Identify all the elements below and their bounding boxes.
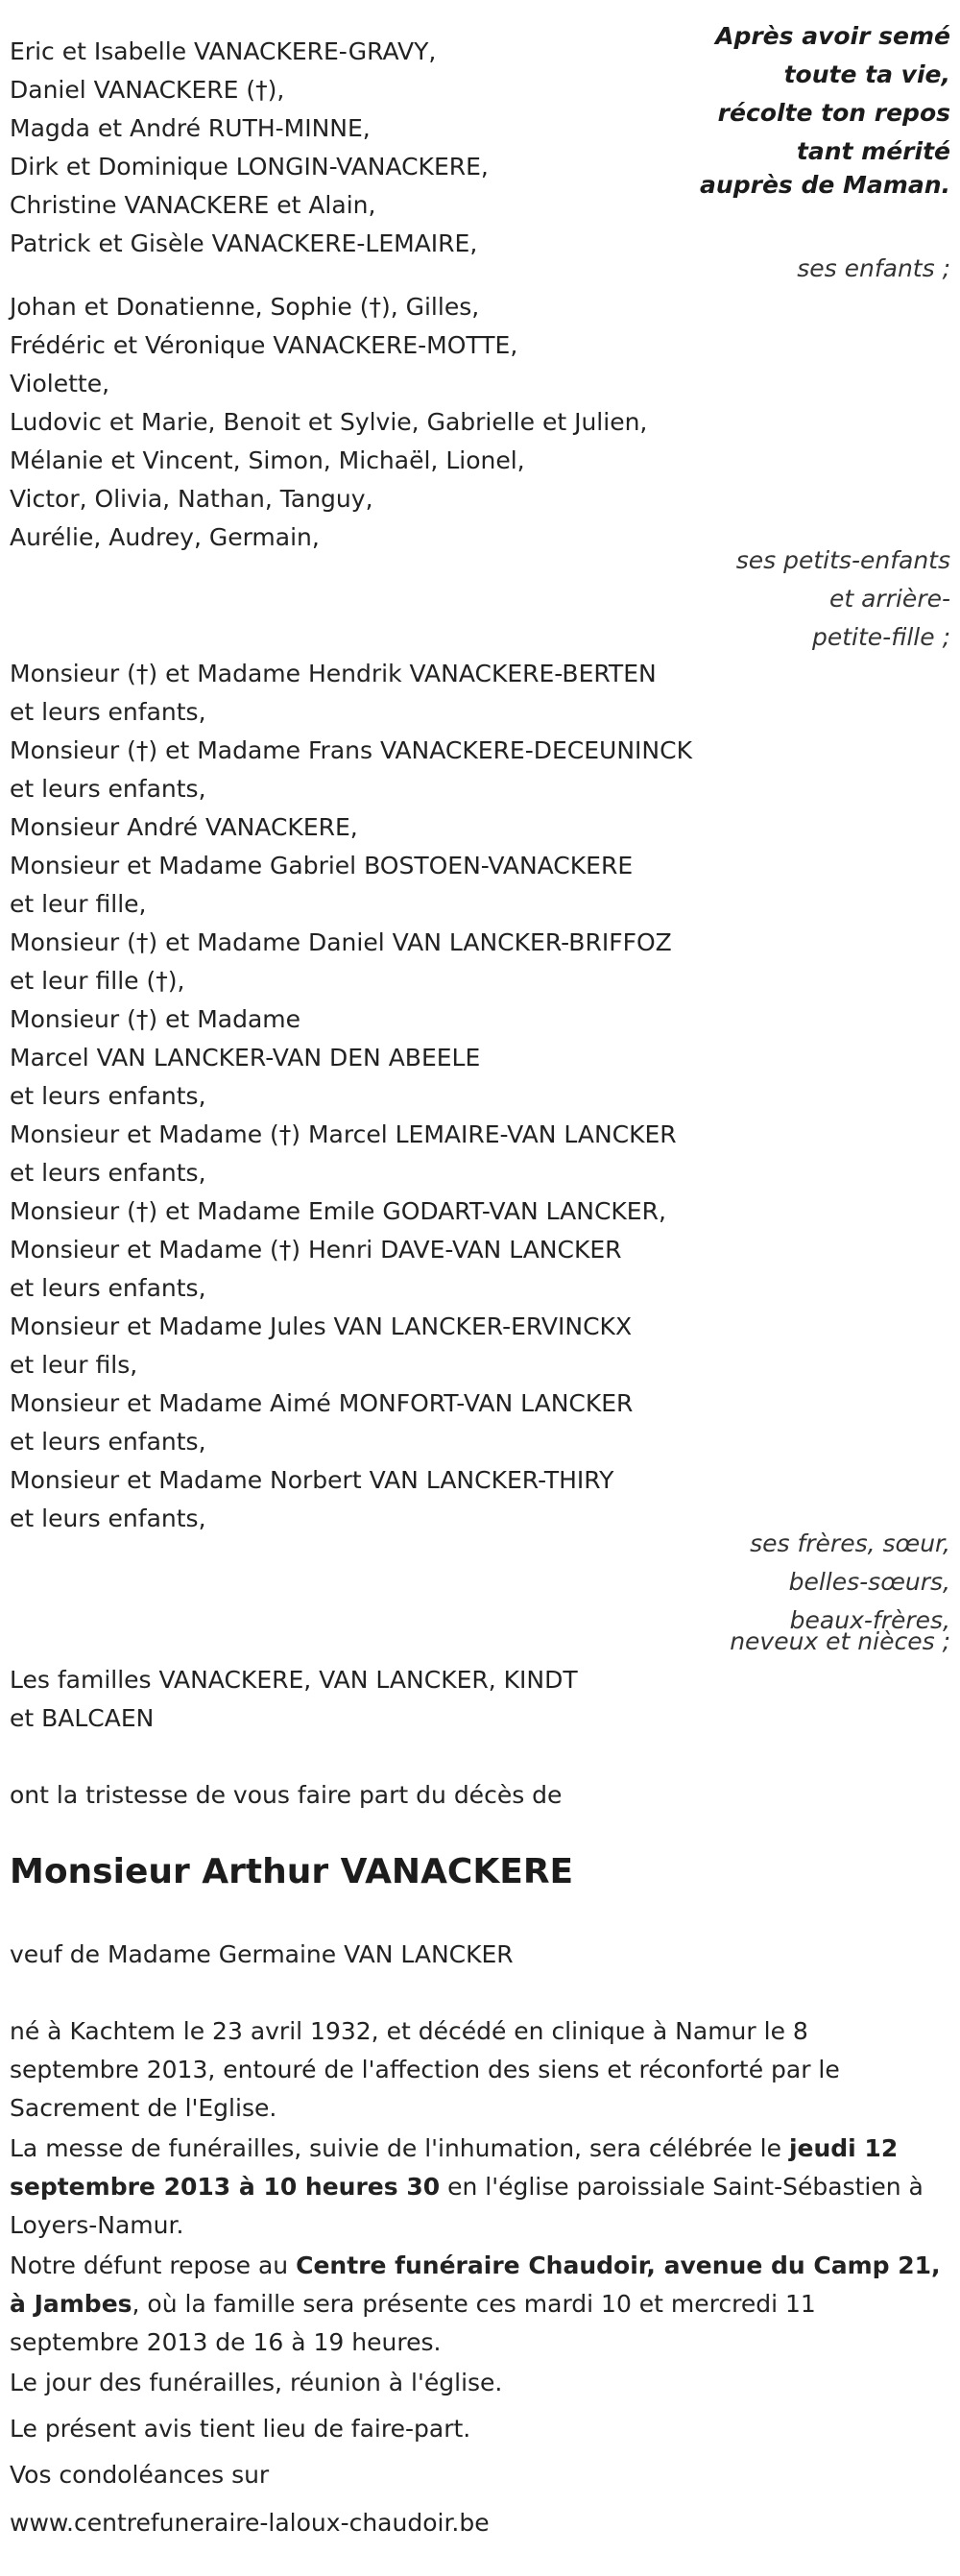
- funeral-text: La messe de funérailles, suivie de l'inhumation, sera célébrée le: [10, 2134, 789, 2162]
- family-line: et leur fils,: [10, 1351, 138, 1379]
- family-line: Monsieur (†) et Madame Frans VANACKERE-DECEUNINCK: [10, 736, 692, 764]
- widower-line: veuf de Madame Germaine VAN LANCKER: [10, 1940, 514, 1968]
- family-line: Dirk et Dominique LONGIN-VANACKERE,: [10, 153, 489, 181]
- announcement-text: ont la tristesse de vous faire part du décès de: [10, 1781, 563, 1809]
- deceased-name: Monsieur Arthur VANACKERE: [10, 1852, 574, 1891]
- paragraph-line: [10, 2285, 950, 2323]
- poem-line: toute ta vie,: [783, 60, 950, 88]
- family-line: Monsieur et Madame Aimé MONFORT-VAN LANCKER: [10, 1389, 634, 1417]
- family-line: Magda et André RUTH-MINNE,: [10, 114, 371, 142]
- family-line: Frédéric et Véronique VANACKERE-MOTTE,: [10, 331, 518, 359]
- meeting-line: Le jour des funérailles, réunion à l'église.: [10, 2369, 503, 2396]
- relation-label-grandchildren: ses petits-enfants: [735, 546, 950, 574]
- relation-label-siblings: belles-sœurs,: [788, 1568, 950, 1596]
- family-line: Les familles VANACKERE, VAN LANCKER, KINDT: [10, 1666, 578, 1694]
- family-line: Monsieur et Madame Jules VAN LANCKER-ERVINCKX: [10, 1312, 633, 1340]
- family-line: et leurs enfants,: [10, 1159, 206, 1187]
- family-line: Christine VANACKERE et Alain,: [10, 191, 376, 219]
- family-line: Monsieur (†) et Madame Daniel VAN LANCKER-BRIFFOZ: [10, 928, 672, 956]
- rest-paragraph: [10, 2247, 950, 2362]
- funeral-home-city: à Jambes: [10, 2290, 132, 2318]
- paragraph-line: [10, 2168, 950, 2206]
- birth-death-paragraph: [10, 2012, 950, 2128]
- family-line: et leurs enfants,: [10, 1274, 206, 1302]
- family-line: Monsieur André VANACKERE,: [10, 813, 358, 841]
- website-link[interactable]: www.centrefuneraire-laloux-chaudoir.be: [10, 2509, 490, 2537]
- relation-label-siblings: beaux-frères,: [789, 1606, 950, 1634]
- family-line: et leurs enfants,: [10, 775, 206, 803]
- poem-line: auprès de Maman.: [700, 171, 950, 199]
- funeral-date: septembre 2013 à 10 heures 30: [10, 2173, 441, 2201]
- family-line: Victor, Olivia, Nathan, Tanguy,: [10, 485, 373, 513]
- family-line: Johan et Donatienne, Sophie (†), Gilles,: [10, 293, 480, 321]
- family-line: Monsieur et Madame Gabriel BOSTOEN-VANACKERE: [10, 852, 634, 879]
- family-line: Daniel VANACKERE (†),: [10, 76, 285, 104]
- paragraph-line: [10, 2247, 950, 2285]
- paragraph-line: Loyers-Namur.: [10, 2211, 184, 2239]
- family-line: Patrick et Gisèle VANACKERE-LEMAIRE,: [10, 229, 478, 257]
- family-line: Monsieur et Madame (†) Henri DAVE-VAN LANCKER: [10, 1236, 622, 1264]
- family-line: et leur fille (†),: [10, 967, 185, 995]
- family-line: et leurs enfants,: [10, 1428, 206, 1456]
- poem-line: récolte ton repos: [717, 99, 950, 127]
- funeral-date: jeudi 12: [788, 2134, 899, 2162]
- family-line: et leur fille,: [10, 890, 147, 918]
- family-line: et leurs enfants,: [10, 1505, 206, 1532]
- family-line: Eric et Isabelle VANACKERE-GRAVY,: [10, 37, 437, 65]
- family-line: Aurélie, Audrey, Germain,: [10, 523, 320, 551]
- relation-label-siblings: neveux et nièces ;: [730, 1627, 950, 1655]
- family-line: Monsieur et Madame (†) Marcel LEMAIRE-VAN LANCKER: [10, 1120, 677, 1148]
- family-line: Violette,: [10, 370, 110, 397]
- family-line: et leurs enfants,: [10, 1082, 206, 1110]
- family-line: et leurs enfants,: [10, 698, 206, 726]
- funeral-home: Centre funéraire Chaudoir, avenue du Camp 21,: [296, 2251, 941, 2279]
- family-line: Monsieur et Madame Norbert VAN LANCKER-THIRY: [10, 1466, 614, 1494]
- relation-label-siblings: ses frères, sœur,: [750, 1529, 950, 1557]
- relation-label-grandchildren: petite-fille ;: [812, 623, 950, 651]
- poem-line: tant mérité: [796, 137, 950, 165]
- paragraph-line: septembre 2013 de 16 à 19 heures.: [10, 2328, 442, 2356]
- paragraph-line: septembre 2013, entouré de l'affection des siens et réconforté par le: [10, 2056, 840, 2083]
- relation-label-grandchildren: et arrière-: [828, 585, 950, 613]
- funeral-text: en l'église paroissiale Saint-Sébastien à: [440, 2173, 924, 2201]
- notice-line: Le présent avis tient lieu de faire-part.: [10, 2415, 471, 2443]
- family-line: et BALCAEN: [10, 1704, 155, 1732]
- relation-label-children: ses enfants ;: [797, 254, 950, 282]
- paragraph-line: Sacrement de l'Eglise.: [10, 2094, 277, 2122]
- condolences-line: Vos condoléances sur: [10, 2461, 270, 2489]
- family-line: Monsieur (†) et Madame: [10, 1005, 301, 1033]
- family-line: Monsieur (†) et Madame Emile GODART-VAN LANCKER,: [10, 1197, 666, 1225]
- paragraph-line: [10, 2130, 950, 2168]
- rest-text: , où la famille sera présente ces mardi 10 et mercredi 11: [132, 2290, 816, 2318]
- family-line: Mélanie et Vincent, Simon, Michaël, Lionel,: [10, 446, 525, 474]
- family-line: Ludovic et Marie, Benoit et Sylvie, Gabrielle et Julien,: [10, 408, 648, 436]
- rest-text: Notre défunt repose au: [10, 2251, 297, 2279]
- family-line: Marcel VAN LANCKER-VAN DEN ABEELE: [10, 1044, 481, 1071]
- family-line: Monsieur (†) et Madame Hendrik VANACKERE-BERTEN: [10, 660, 657, 687]
- poem-line: Après avoir semé: [715, 22, 950, 50]
- paragraph-line: né à Kachtem le 23 avril 1932, et décédé en clinique à Namur le 8: [10, 2017, 808, 2045]
- funeral-paragraph: [10, 2130, 950, 2245]
